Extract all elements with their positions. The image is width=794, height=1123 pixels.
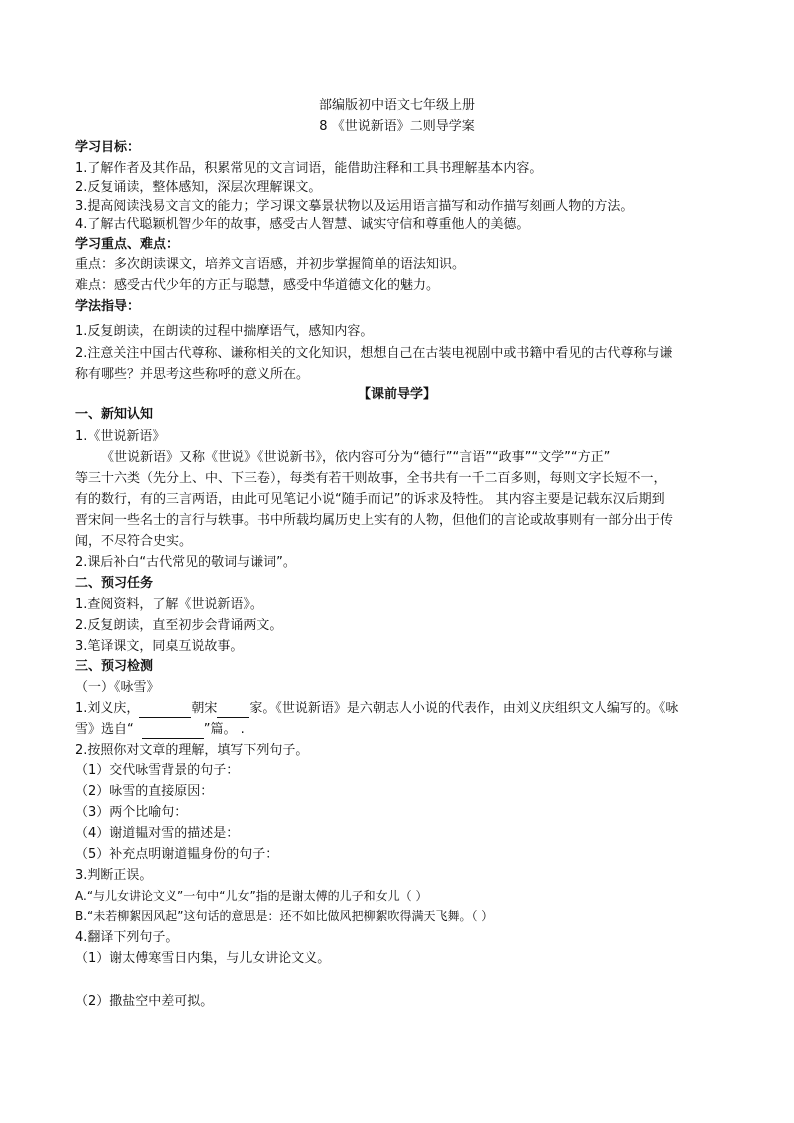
task-item: 1.查阅资料，了解《世说新语》。 <box>75 597 263 612</box>
question-text: 家。《世说新语》是六朝志人小说的代表作，由刘义庆组织文人编写的。《咏 <box>249 701 679 716</box>
task-item: 3.笔译课文，同桌互说故事。 <box>75 639 244 654</box>
method-item: 2.注意关注中国古代尊称、谦称相关的文化知识，想想自己在古装电视剧中或书籍中看见的古代尊称与谦 <box>75 346 673 361</box>
answer-blank[interactable] <box>217 703 249 718</box>
question-text: ”篇。 . <box>203 722 245 737</box>
true-false-item: B.“未若柳絮因风起”这句话的意思是：还不如比做风把柳絮吹得满天飞舞。（ ） <box>75 909 494 923</box>
question-text: 朝宋 <box>191 701 218 716</box>
objective-item: 2.反复诵读，整体感知，深层次理解课文。 <box>75 180 322 195</box>
method-item-cont: 称有哪些？并思考这些称呼的意义所在。 <box>75 367 310 382</box>
objectives-heading: 学习目标： <box>75 140 141 155</box>
question-1-cont <box>75 721 245 739</box>
question-item: （5）补充点明谢道韫身份的句子： <box>75 847 279 862</box>
paragraph-line: 有的数行，有的三言两语，由此可见笔记小说“随手而记”的诉求及特性。 其内容主要是记载东汉后期到 <box>75 492 665 507</box>
question-text: 雪》选自“ <box>75 722 134 737</box>
paragraph-line: 《世说新语》又称《世说》《世说新书》，依内容可分为“德行”“言语”“政事”“文学”“方正” <box>101 450 611 465</box>
focus-key: 重点：多次朗读课文，培养文言语感，并初步掌握简单的语法知识。 <box>75 257 466 272</box>
answer-blank[interactable] <box>142 724 204 739</box>
focus-difficult: 难点：感受古代少年的方正与聪慧，感受中华道德文化的魅力。 <box>75 278 440 293</box>
question-item: （1）交代咏雪背景的句子： <box>75 763 240 778</box>
question-item: （3）两个比喻句： <box>75 805 188 820</box>
method-item: 1.反复朗读，在朗读的过程中揣摩语气，感知内容。 <box>75 324 374 339</box>
translate-item: （1）谢太傅寒雪日内集，与儿女讲论文义。 <box>75 951 331 966</box>
answer-blank[interactable] <box>139 703 191 718</box>
translate-item: （2）撒盐空中差可拟。 <box>75 994 214 1009</box>
question-3: 3.判断正误。 <box>75 868 153 883</box>
section-heading: 三、预习检测 <box>75 659 154 674</box>
objective-item: 1.了解作者及其作品，积累常见的文言词语，能借助注释和工具书理解基本内容。 <box>75 161 543 176</box>
subsection-title: 1.《世说新语》 <box>75 429 166 444</box>
question-2: 2.按照你对文章的理解，填写下列句子。 <box>75 743 309 758</box>
preclass-heading: 【课前导学】 <box>357 387 436 402</box>
question-item: （2）咏雪的直接原因： <box>75 784 214 799</box>
question-text: 1.刘义庆， <box>75 701 140 716</box>
objective-item: 4.了解古代聪颖机智少年的故事，感受古人智慧、诚实守信和尊重他人的美德。 <box>75 217 530 232</box>
section-heading: 二、预习任务 <box>75 576 154 591</box>
doc-subtitle: 8 《世说新语》二则导学案 <box>319 119 475 134</box>
paragraph-line: 闻，不尽符合史实。 <box>75 534 193 549</box>
objective-item: 3.提高阅读浅易文言文的能力；学习课文摹景状物以及运用语言描写和动作描写刻画人物的方法。 <box>75 199 634 214</box>
question-item: （4）谢道韫对雪的描述是： <box>75 826 240 841</box>
focus-heading: 学习重点、难点： <box>75 237 180 252</box>
question-1 <box>75 700 678 718</box>
subsection-item: 2.课后补白“古代常见的敬词与谦词”。 <box>75 555 296 570</box>
subsection-title: （一）《咏雪》 <box>75 680 160 695</box>
true-false-item: A.“与儿女讲论文义”一句中“儿女”指的是谢太傅的儿子和女儿（ ） <box>75 889 428 903</box>
section-heading: 一、新知认知 <box>75 407 154 422</box>
paragraph-line: 等三十六类（先分上、中、下三卷），每类有若干则故事，全书共有一千二百多则，每则文字长短不一， <box>75 471 667 486</box>
task-item: 2.反复朗读，直至初步会背诵两文。 <box>75 618 283 633</box>
paragraph-line: 晋宋间一些名士的言行与轶事。书中所载均属历史上实有的人物，但他们的言论或故事则有一部分出于传 <box>75 513 674 528</box>
method-heading: 学法指导： <box>75 299 141 314</box>
question-4: 4.翻译下列句子。 <box>75 930 179 945</box>
doc-title: 部编版初中语文七年级上册 <box>318 98 475 113</box>
